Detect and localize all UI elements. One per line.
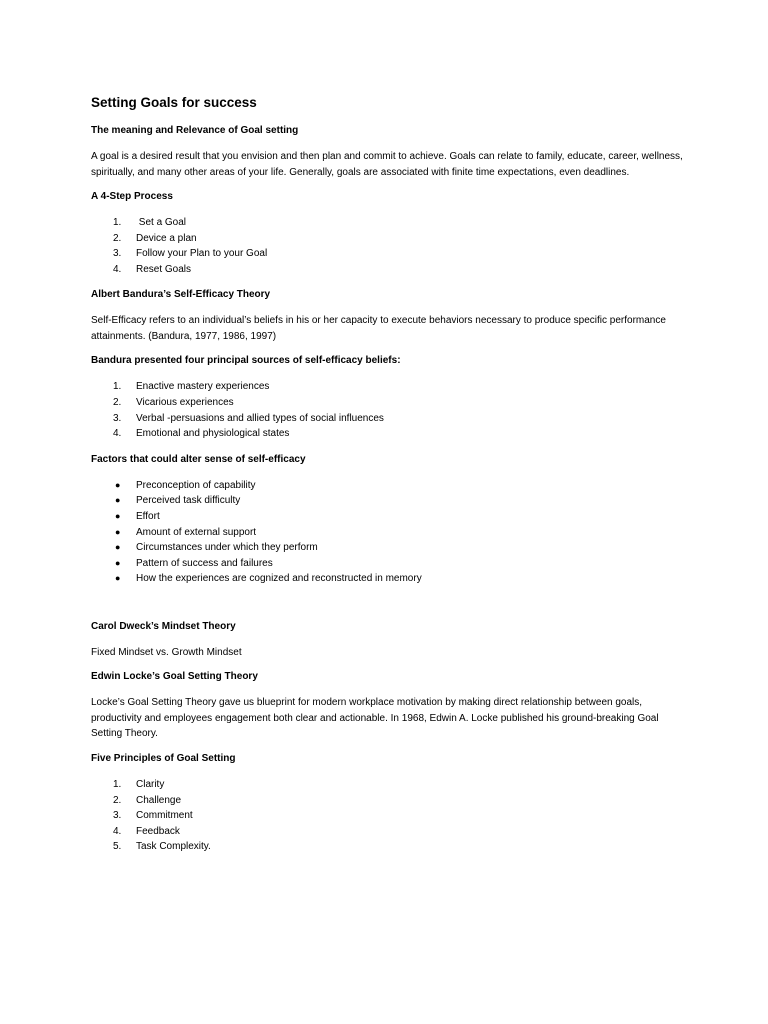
- document-content: [91, 94, 691, 866]
- list-item-text: Device a plan: [136, 232, 197, 244]
- section-heading-goal-setting: The meaning and Relevance of Goal setting: [91, 125, 299, 136]
- list-item-text: Preconception of capability: [136, 479, 256, 491]
- list-item: [91, 215, 691, 231]
- paragraph-self-efficacy-definition: Self-Efficacy refers to an individual’s beliefs in his or her capacity to execute behaviors necessary to produce specific performance attainments. (Bandura, 1977, 1986, 1997): [91, 315, 666, 342]
- numbered-list-five-principles: [91, 777, 691, 855]
- numbered-list-self-efficacy-sources: [91, 379, 691, 441]
- list-item-text: Clarity: [136, 778, 165, 790]
- bullet-icon: ●: [115, 573, 121, 584]
- list-number: 4.: [113, 263, 122, 275]
- list-item-text: Verbal -persuasions and allied types of social influences: [136, 412, 384, 424]
- list-number: 1.: [113, 217, 122, 228]
- list-item-text: How the experiences are cognized and reconstructed in memory: [136, 573, 422, 585]
- list-item: [91, 478, 691, 494]
- list-item: [91, 379, 691, 395]
- bullet-icon: ●: [115, 479, 121, 490]
- list-item-text: Emotional and physiological states: [136, 428, 290, 440]
- paragraph-goal-setting-theory: Locke’s Goal Setting Theory gave us blueprint for modern workplace motivation by making direct relationship between goals, productivity and employees engagement both clear and actionable. In 1968, Edwin A. Locke published his ground-breaking Goal Setting Theory.: [91, 697, 659, 740]
- list-item: [91, 824, 691, 840]
- paragraph-mindset: Fixed Mindset vs. Growth Mindset: [91, 646, 242, 658]
- section-heading-five-principles: Five Principles of Goal Setting: [91, 752, 236, 764]
- list-item: [91, 395, 691, 411]
- list-number: 3.: [113, 412, 122, 424]
- document-title: Setting Goals for success: [91, 95, 257, 110]
- list-item: [91, 246, 691, 262]
- list-item-text: Feedback: [136, 825, 180, 837]
- list-number: 2.: [113, 794, 122, 806]
- list-item: [91, 426, 691, 442]
- bullet-icon: ●: [115, 557, 121, 568]
- spacer: [91, 598, 691, 620]
- list-item: [91, 556, 691, 572]
- list-item-text: Vicarious experiences: [136, 396, 234, 408]
- list-number: 3.: [113, 248, 122, 260]
- list-number: 4.: [113, 428, 122, 440]
- bulleted-list-efficacy-factors: [91, 478, 691, 587]
- list-item: [91, 540, 691, 556]
- list-item: [91, 808, 691, 824]
- list-item-text: Pattern of success and failures: [136, 557, 273, 569]
- list-item-text: Task Complexity.: [136, 841, 211, 853]
- list-item: [91, 493, 691, 509]
- section-heading-4-step-process: A 4-Step Process: [91, 191, 173, 202]
- list-item-text: Commitment: [136, 810, 193, 822]
- list-number: 4.: [113, 825, 122, 837]
- list-item-text: Effort: [136, 510, 160, 522]
- list-item-text: Reset Goals: [136, 263, 192, 275]
- bullet-icon: ●: [115, 526, 121, 537]
- bullet-icon: ●: [115, 510, 121, 521]
- section-heading-self-efficacy-sources: Bandura presented four principal sources of self-efficacy beliefs:: [91, 355, 401, 367]
- section-heading-goal-setting-theory: Edwin Locke’s Goal Setting Theory: [91, 671, 258, 683]
- bullet-icon: ●: [115, 542, 121, 553]
- list-item-text: Perceived task difficulty: [136, 495, 241, 507]
- list-item: [91, 839, 691, 855]
- list-item-text: Circumstances under which they perform: [136, 542, 318, 554]
- list-number: 5.: [113, 841, 122, 853]
- list-item: [91, 262, 691, 278]
- list-item-text: Amount of external support: [136, 526, 257, 538]
- section-heading-self-efficacy-theory: Albert Bandura’s Self-Efficacy Theory: [91, 289, 271, 301]
- list-item-text: Set a Goal: [136, 217, 187, 228]
- list-number: 1.: [113, 381, 122, 393]
- list-number: 2.: [113, 396, 122, 408]
- section-heading-efficacy-factors: Factors that could alter sense of self-efficacy: [91, 453, 306, 465]
- list-item-text: Challenge: [136, 794, 182, 806]
- list-item: [91, 571, 691, 587]
- list-item-text: Follow your Plan to your Goal: [136, 248, 268, 260]
- numbered-list-4-step-process: [91, 215, 691, 277]
- list-item: [91, 509, 691, 525]
- list-number: 2.: [113, 232, 122, 244]
- list-number: 1.: [113, 778, 122, 790]
- paragraph-goal-definition: A goal is a desired result that you envision and then plan and commit to achieve. Goals can relate to family, educate, career, wellness, spiritually, and many other areas of your life. Generally, goals are associated with finite time expectations, even deadlines.: [91, 151, 683, 178]
- list-item: [91, 411, 691, 427]
- list-item: [91, 525, 691, 541]
- list-item-text: Enactive mastery experiences: [136, 381, 270, 393]
- bullet-icon: ●: [115, 495, 121, 506]
- list-item: [91, 777, 691, 793]
- list-item: [91, 793, 691, 809]
- list-item: [91, 231, 691, 247]
- list-number: 3.: [113, 810, 122, 822]
- section-heading-mindset-theory: Carol Dweck’s Mindset Theory: [91, 620, 236, 632]
